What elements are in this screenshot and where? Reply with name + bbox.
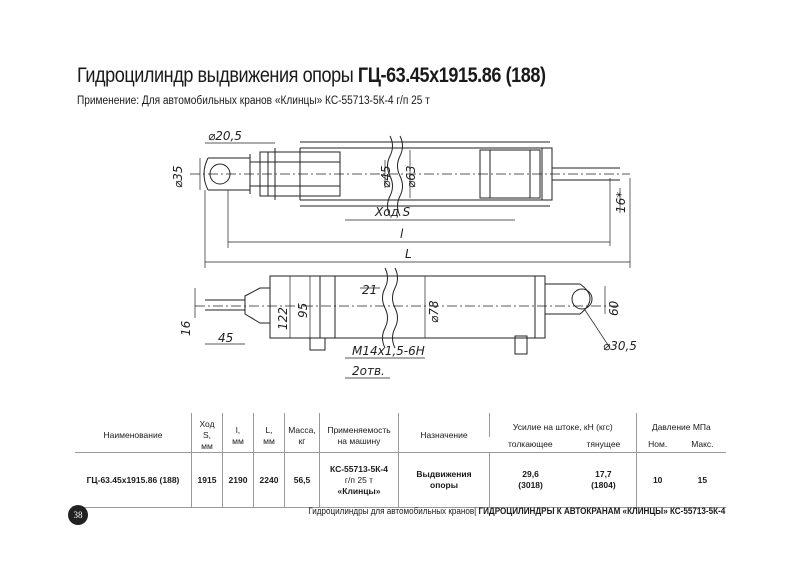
cell-L: 2240 xyxy=(254,453,285,508)
col-force-push: толкающее xyxy=(507,438,553,449)
dim-d45: ⌀45 xyxy=(379,165,393,188)
col-stroke: Ход S, мм xyxy=(192,413,223,453)
dim-eye-diameter: ⌀20,5 xyxy=(208,129,242,143)
table-row xyxy=(75,453,726,508)
col-pressure: Давление МПа xyxy=(636,413,726,437)
spec-table xyxy=(75,413,726,508)
col-mass: Масса, кг xyxy=(285,413,320,453)
cell-pressure-max: 15 xyxy=(697,474,708,485)
cell-application: КС-55713-5К-4 г/п 25 т «Клинцы» xyxy=(320,453,399,508)
technical-drawing xyxy=(150,118,650,388)
page-title xyxy=(77,64,546,88)
dim-d78: ⌀78 xyxy=(427,300,441,323)
dim-21: 21 xyxy=(362,283,378,297)
col-pressure-max: Макс. xyxy=(691,438,714,449)
cell-name: ГЦ-63.45х1915.86 (188) xyxy=(86,474,180,485)
dim-16: 16 xyxy=(179,320,193,336)
dim-L: L xyxy=(405,247,412,261)
cell-force-pull: 17,7 (1804) xyxy=(591,469,616,490)
col-name: Наименование xyxy=(103,430,163,440)
col-purpose: Назначение xyxy=(399,413,490,453)
page-subtitle: Применение: Для автомобильных кранов «Клинцы» КС-55713-5К-4 г/п 25 т xyxy=(77,95,430,107)
dim-45: 45 xyxy=(218,331,234,345)
page-number: 38 xyxy=(68,505,88,525)
dim-d30-5: ⌀30,5 xyxy=(603,339,637,353)
col-force: Усилие на штоке, кН (кгс) xyxy=(490,413,637,437)
dim-stroke: Ход S xyxy=(375,205,411,219)
col-l: l, мм xyxy=(223,413,254,453)
dim-60: 60 xyxy=(607,300,621,316)
title-normal: Гидроцилиндр выдвижения опоры xyxy=(77,64,358,87)
col-application: Применяемость на машину xyxy=(320,413,399,453)
col-force-pull: тянущее xyxy=(586,438,621,449)
dim-d63: ⌀63 xyxy=(404,165,418,188)
cell-purpose: Выдвижения опоры xyxy=(399,453,490,508)
thread-label: M14x1,5-6H xyxy=(352,344,425,358)
col-pressure-nom: Ном. xyxy=(636,437,679,453)
cell-pressure-nom: 10 xyxy=(636,453,679,508)
dim-16-top: 16* xyxy=(614,191,628,213)
cell-l: 2190 xyxy=(223,453,254,508)
cell-mass: 56,5 xyxy=(285,453,320,508)
cell-force-push: 29,6 (3018) xyxy=(490,453,572,508)
page-footer: Гидроцилиндры для автомобильных кранов| ГИДРОЦИЛИНДРЫ К АВТОКРАНАМ «КЛИНЦЫ» КС-55713-5К-4 xyxy=(308,506,725,516)
dim-d35: ⌀35 xyxy=(171,165,185,188)
title-model: ГЦ-63.45х1915.86 (188) xyxy=(357,64,546,87)
holes-label: 2отв. xyxy=(352,364,385,378)
dim-l: l xyxy=(400,227,404,241)
dim-122: 122 xyxy=(276,307,290,330)
dim-95: 95 xyxy=(296,302,310,318)
cell-stroke: 1915 xyxy=(192,453,223,508)
col-L: L, мм xyxy=(254,413,285,453)
